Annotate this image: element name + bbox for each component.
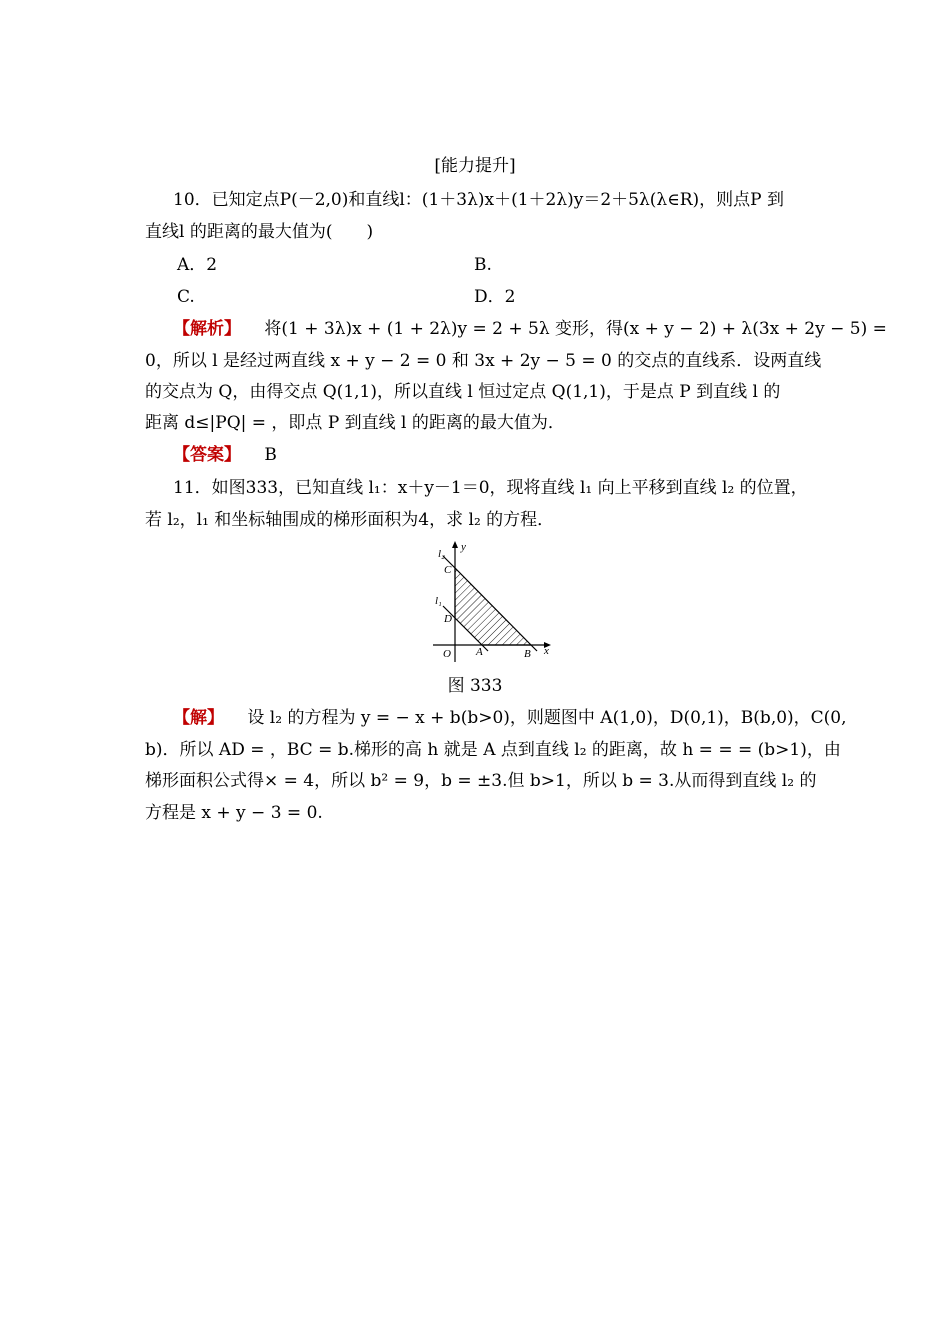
q10-option-b: B. — [474, 255, 492, 275]
q10-option-d: D．2 — [474, 287, 516, 307]
analysis-text-1: 将(1 + 3λ)x + (1 + 2λ)y = 2 + 5λ 变形，得(x + y − 2) + λ(3x + 2y − 5) = — [264, 319, 887, 339]
figure-caption: 图 333 — [447, 676, 503, 696]
q10-option-a: A．2 — [177, 255, 218, 275]
q10-line2: 直线l 的距离的最大值为( ) — [145, 222, 374, 242]
label-O: O — [443, 648, 451, 660]
trapezoid-figure — [425, 538, 560, 668]
label-D: D — [444, 613, 452, 625]
q10-option-c: C. — [177, 287, 195, 307]
label-x: x — [544, 645, 549, 657]
q10-line1: 10．已知定点P(－2,0)和直线l：(1＋3λ)x＋(1＋2λ)y＝2＋5λ(λ∈R)，则点P 到 — [173, 190, 785, 210]
analysis-tag: 【解析】 — [173, 319, 241, 339]
analysis-text-3: 的交点为 Q，由得交点 Q(1,1)，所以直线 l 恒过定点 Q(1,1)，于是点 P 到直线 l 的 — [145, 382, 781, 402]
q10-answer-line — [173, 443, 838, 467]
hatched-trapezoid — [455, 568, 531, 645]
line-l2-ext — [531, 645, 537, 651]
label-y: y — [461, 541, 466, 553]
label-l2: l₂ — [438, 548, 445, 560]
analysis-text-4: 距离 d≤|PQ| = ，即点 P 到直线 l 的距离的最大值为． — [145, 413, 565, 433]
q10-analysis-line1 — [173, 317, 887, 341]
q11-line2: 若 l₂，l₁ 和坐标轴围成的梯形面积为4，求 l₂ 的方程． — [145, 510, 555, 530]
q11-line1: 11．如图333，已知直线 l₁：x＋y－1＝0，现将直线 l₁ 向上平移到直线 l₂ 的位置， — [173, 478, 808, 498]
analysis-text-2: 0，所以 l 是经过两直线 x + y − 2 = 0 和 3x + 2y − 5 = 0 的交点的直线系．设两直线 — [145, 351, 822, 371]
line-l1-ext — [482, 645, 488, 651]
q11-solution-line1 — [173, 706, 847, 730]
label-C: C — [444, 564, 452, 576]
solution-text-4: 方程是 x + y − 3 = 0. — [145, 803, 323, 823]
y-axis-arrow — [452, 541, 458, 548]
solution-text-3: 梯形面积公式得× = 4，所以 b² = 9，b = ±3.但 b>1，所以 b = 3.从而得到直线 l₂ 的 — [145, 771, 817, 791]
section-title: [能力提升] — [434, 156, 516, 176]
answer-tag: 【答案】 — [173, 445, 241, 465]
solution-text-2: b)．所以 AD = ，BC = b.梯形的高 h 就是 A 点到直线 l₂ 的距离，故 h = = = (b>1)，由 — [145, 740, 841, 760]
solution-text-1: 设 l₂ 的方程为 y = − x + b(b>0)，则题图中 A(1,0)，D(0,1)，B(b,0)，C(0, — [247, 708, 847, 728]
solution-tag: 【解】 — [173, 708, 224, 728]
label-B: B — [524, 648, 531, 660]
answer-value: B — [264, 445, 277, 465]
label-A: A — [476, 646, 483, 658]
label-l1: l₁ — [435, 595, 442, 607]
